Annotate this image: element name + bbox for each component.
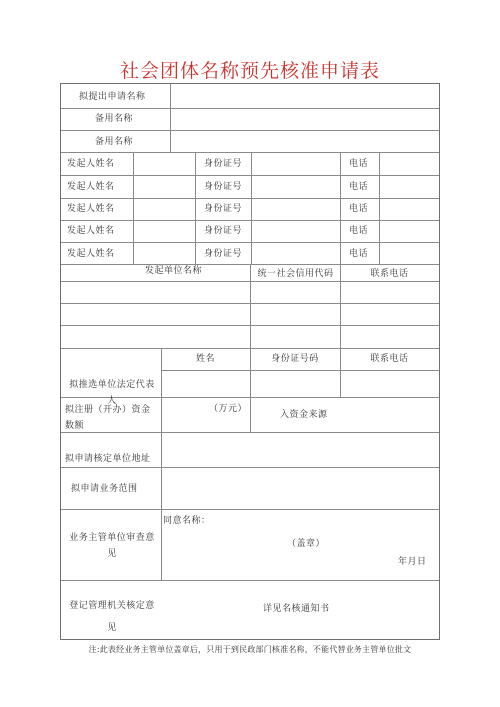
form-title: 社会团体名称预先核准申请表 xyxy=(119,60,380,82)
legal-rep-label: 拟推选单位法定代表人 xyxy=(69,380,155,406)
id-number-label: 身份证号 xyxy=(204,159,243,169)
col-divider xyxy=(161,348,162,581)
id-number-label: 身份证号 xyxy=(204,182,243,192)
capital-label: 拟注册（开办）资金数额 xyxy=(65,405,151,431)
id-number-label: 身份证号 xyxy=(204,249,243,259)
rep-phone-label: 联系电话 xyxy=(370,354,409,364)
col-divider xyxy=(195,152,196,264)
footnote: 注:此表经业务主管单位盖章后，只用于到民政部门核准名称，不能代替业务主管单位批文 xyxy=(88,645,412,654)
phone-label: 电话 xyxy=(349,182,369,192)
see-notice-label: 详见名核通知书 xyxy=(263,604,330,614)
row-divider xyxy=(61,130,439,131)
scope-label: 拟申请业务范围 xyxy=(71,484,138,494)
id-number-label: 身份证号 xyxy=(204,226,243,236)
registry-opinion-label: 登记管理机关核定意见 xyxy=(69,601,155,633)
seal-label: （盖章） xyxy=(287,539,326,549)
application-form-table xyxy=(60,83,440,640)
phone-label: 电话 xyxy=(349,249,369,259)
phone-label: 电话 xyxy=(349,226,369,236)
initiator-name-label: 发起人姓名 xyxy=(67,159,115,169)
date-label: 年月日 xyxy=(398,557,427,567)
initiator-name-label: 发起人姓名 xyxy=(67,204,115,214)
address-label: 拟申请核定单位地址 xyxy=(65,454,151,464)
row-divider xyxy=(61,198,439,199)
col-divider xyxy=(340,152,341,264)
row-divider xyxy=(161,370,439,371)
row-divider xyxy=(61,220,439,221)
alt-name-label-1: 备用名称 xyxy=(95,114,134,124)
phone-label: 电话 xyxy=(349,204,369,214)
alt-name-label-2: 备用名称 xyxy=(95,137,134,147)
col-divider xyxy=(170,84,171,152)
row-divider xyxy=(61,108,439,109)
wan-yuan-unit: （万元） xyxy=(209,404,248,414)
credit-code-label: 统一社会信用代码 xyxy=(257,269,334,279)
contact-phone-label: 联系电话 xyxy=(370,269,409,279)
rep-id-code-label: 身份证号码 xyxy=(271,354,319,364)
initiator-name-label: 发起人姓名 xyxy=(67,249,115,259)
row-divider xyxy=(61,580,439,581)
supervisor-opinion-label: 业务主管单位审查意见 xyxy=(69,533,155,559)
col-divider xyxy=(379,152,380,264)
id-number-label: 身份证号 xyxy=(204,204,243,214)
proposed-name-label: 拟提出申请名称 xyxy=(79,92,146,102)
initiator-name-label: 发起人姓名 xyxy=(67,182,115,192)
row-divider xyxy=(61,242,439,243)
agree-name-label: 同意名称： xyxy=(163,516,211,526)
col-divider xyxy=(133,152,134,264)
row-divider xyxy=(61,152,439,153)
initiator-name-label: 发起人姓名 xyxy=(67,226,115,236)
row-divider xyxy=(61,509,439,510)
phone-label: 电话 xyxy=(349,159,369,169)
row-divider xyxy=(61,467,439,468)
rep-name-label: 姓名 xyxy=(195,354,215,364)
capital-source-label: 入资金来源 xyxy=(280,410,328,420)
row-divider xyxy=(61,175,439,176)
col-divider xyxy=(251,152,252,264)
initiating-unit-label: 发起单位名称 xyxy=(145,266,203,276)
